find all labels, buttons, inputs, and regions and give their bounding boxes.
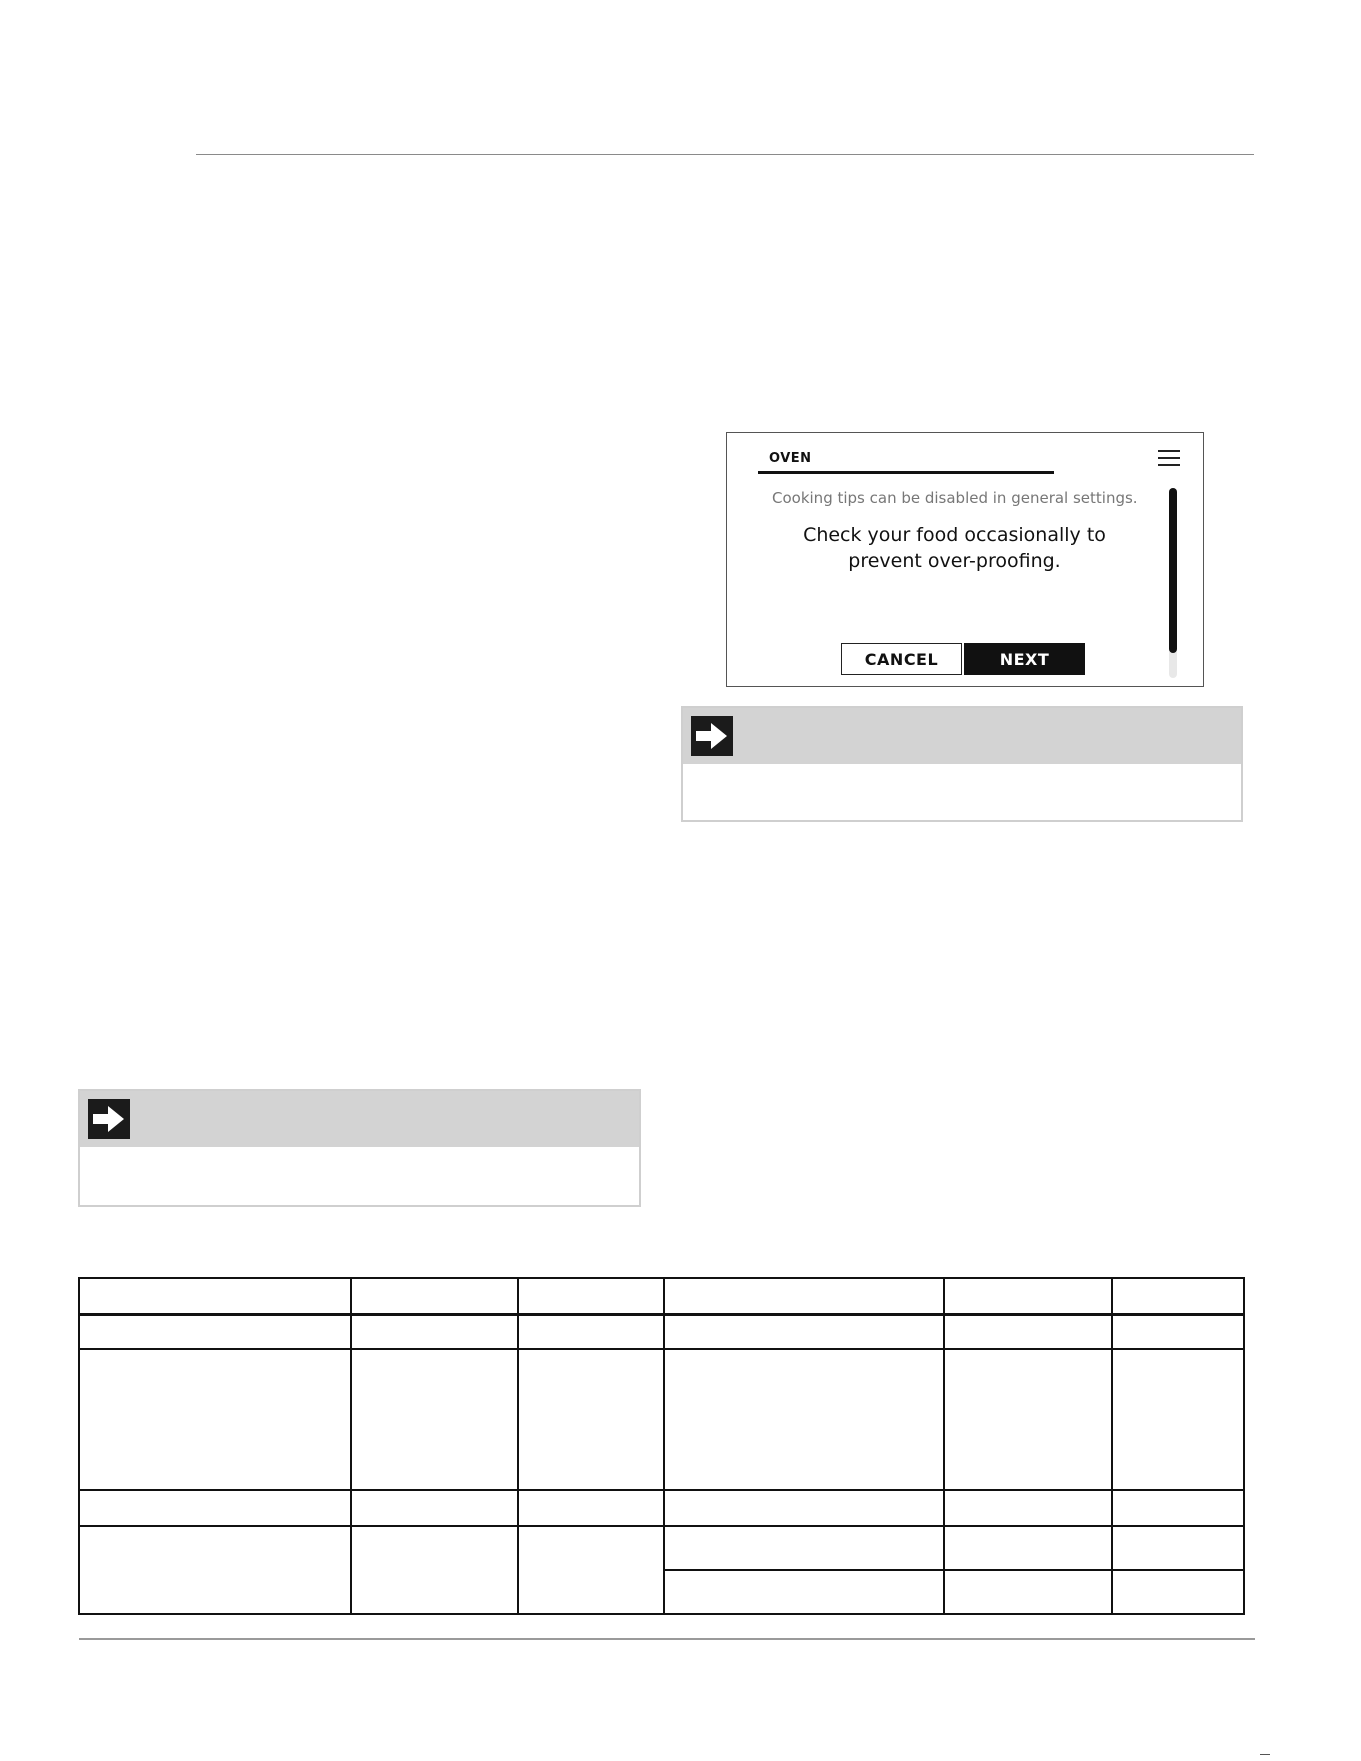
table-cell bbox=[1112, 1314, 1244, 1349]
table-cell bbox=[79, 1314, 351, 1349]
table-cell bbox=[518, 1526, 664, 1614]
footer-rule bbox=[79, 1638, 1255, 1640]
table-cell bbox=[664, 1526, 944, 1570]
arrow-right-icon bbox=[88, 1099, 130, 1139]
table-cell bbox=[1112, 1349, 1244, 1490]
table-header-cell bbox=[1112, 1278, 1244, 1314]
hamburger-menu-icon[interactable] bbox=[1158, 449, 1180, 467]
table-cell bbox=[518, 1349, 664, 1490]
data-table bbox=[78, 1277, 1245, 1615]
oven-tab-underline bbox=[758, 471, 1054, 474]
table-cell bbox=[944, 1314, 1112, 1349]
table-cell bbox=[664, 1349, 944, 1490]
table-cell bbox=[944, 1349, 1112, 1490]
table-cell bbox=[351, 1490, 518, 1526]
header-rule bbox=[196, 154, 1254, 155]
table-header-cell bbox=[351, 1278, 518, 1314]
table-row bbox=[79, 1490, 1244, 1526]
note-header bbox=[80, 1091, 639, 1147]
scrollbar-track[interactable] bbox=[1169, 488, 1177, 678]
note-header bbox=[683, 708, 1241, 764]
table-cell bbox=[944, 1526, 1112, 1570]
table-cell bbox=[351, 1349, 518, 1490]
table-cell bbox=[1112, 1570, 1244, 1614]
table-header-cell bbox=[944, 1278, 1112, 1314]
table-cell bbox=[79, 1490, 351, 1526]
next-button[interactable]: NEXT bbox=[964, 643, 1085, 675]
table-cell bbox=[944, 1570, 1112, 1614]
note-box bbox=[78, 1089, 641, 1207]
table-cell bbox=[79, 1526, 351, 1614]
table-header-row bbox=[79, 1278, 1244, 1314]
cooking-tip-text bbox=[787, 522, 1122, 574]
cancel-button[interactable]: CANCEL bbox=[841, 643, 962, 675]
cooking-tip-line-2: prevent over-proofing. bbox=[848, 550, 1061, 572]
table-cell bbox=[79, 1349, 351, 1490]
cooking-tip-line-1: Check your food occasionally to bbox=[803, 524, 1106, 546]
note-box bbox=[681, 706, 1243, 822]
table-cell bbox=[351, 1526, 518, 1614]
table-cell bbox=[944, 1490, 1112, 1526]
table-row bbox=[79, 1314, 1244, 1349]
footer-mark bbox=[1260, 1754, 1270, 1755]
table-cell bbox=[1112, 1526, 1244, 1570]
table-cell bbox=[518, 1490, 664, 1526]
arrow-right-icon bbox=[691, 716, 733, 756]
table-header-cell bbox=[518, 1278, 664, 1314]
scrollbar-thumb[interactable] bbox=[1169, 488, 1177, 653]
table-row bbox=[79, 1526, 1244, 1570]
table-header-cell bbox=[664, 1278, 944, 1314]
table-header-cell bbox=[79, 1278, 351, 1314]
oven-display-screen bbox=[726, 432, 1204, 687]
cooking-tips-settings-note: Cooking tips can be disabled in general settings. bbox=[772, 489, 1138, 507]
table-row bbox=[79, 1349, 1244, 1490]
table-cell bbox=[664, 1490, 944, 1526]
table-cell bbox=[664, 1314, 944, 1349]
oven-tab-label[interactable]: OVEN bbox=[769, 451, 812, 466]
table-cell bbox=[351, 1314, 518, 1349]
table-cell bbox=[664, 1570, 944, 1614]
table-cell bbox=[518, 1314, 664, 1349]
table-cell bbox=[1112, 1490, 1244, 1526]
